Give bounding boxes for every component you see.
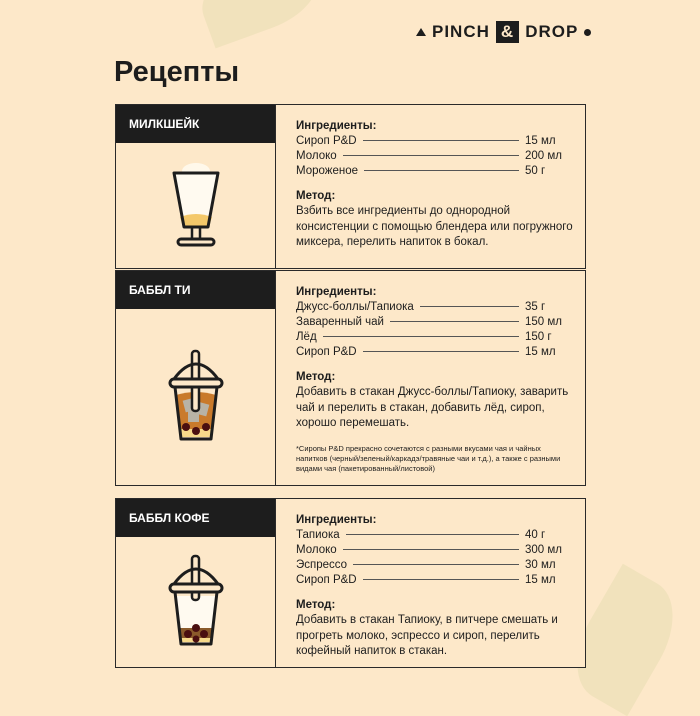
ingredient-qty: 150 мл [525, 316, 562, 328]
ingredient-name: Молоко [296, 544, 337, 556]
recipe-name: БАББЛ КОФЕ [116, 499, 275, 537]
ingredient-qty: 200 мл [525, 150, 562, 162]
milkshake-glass-icon [116, 143, 275, 268]
ingredient-name: Сироп P&D [296, 135, 357, 147]
ingredient-qty: 150 г [525, 331, 552, 343]
leaf-decoration [192, 0, 329, 48]
ingredient-qty: 35 г [525, 301, 546, 313]
ingredient-name: Сироп P&D [296, 574, 357, 586]
method-text: Взбить все ингредиенты до однородной консистенции с помощью блендера или погружного миксера, перелить напиток в бокал. [296, 205, 573, 248]
ingredient-name: Джусс-боллы/Тапиока [296, 301, 414, 313]
ingredient-row [296, 164, 573, 179]
ingredient-row [296, 558, 573, 573]
page-title: Рецепты [114, 56, 240, 88]
ingredient-name: Мороженое [296, 165, 358, 177]
recipe-card-bubble-tea [115, 270, 586, 486]
brand-text-left: PINCH [432, 22, 490, 41]
ingredient-row [296, 134, 573, 149]
ingredient-qty: 15 мл [525, 135, 556, 147]
recipe-name: МИЛКШЕЙК [116, 105, 275, 143]
method-text: Добавить в стакан Джусс-боллы/Тапиоку, заварить чай и перелить в стакан, добавить лёд, сироп, хорошо перемешать. [296, 386, 569, 429]
footnote: *Сиропы P&D прекрасно сочетаются с разными вкусами чая и чайных напитков (черный/зеленый/каркадэ/травяные чаи и т.д.), а также с разными видами чая (пакетированный/листовой) [296, 443, 561, 473]
ingredients-label: Ингредиенты: [296, 514, 377, 526]
brand-ampersand: & [496, 21, 519, 43]
ingredient-qty: 40 г [525, 529, 546, 541]
ingredient-name: Лёд [296, 331, 317, 343]
bubble-tea-cup-icon [116, 309, 275, 485]
ingredient-qty: 300 мл [525, 544, 562, 556]
ingredient-name: Сироп P&D [296, 346, 357, 358]
method-label: Метод: [296, 371, 336, 383]
ingredient-row [296, 345, 573, 360]
ingredient-row [296, 528, 573, 543]
bubble-coffee-cup-icon [116, 537, 275, 667]
ingredient-name: Тапиока [296, 529, 340, 541]
ingredient-row [296, 330, 573, 345]
ingredients-label: Ингредиенты: [296, 120, 377, 132]
method-label: Метод: [296, 599, 336, 611]
ingredient-qty: 30 мл [525, 559, 556, 571]
method-text: Добавить в стакан Тапиоку, в питчере смешать и прогреть молоко, эспрессо и сироп, перелить кофейный напиток в стакан. [296, 614, 558, 657]
ingredient-qty: 15 мл [525, 574, 556, 586]
ingredient-name: Заваренный чай [296, 316, 384, 328]
recipe-name: БАББЛ ТИ [116, 271, 275, 309]
ingredient-row [296, 543, 573, 558]
ingredient-qty: 50 г [525, 165, 546, 177]
ingredient-row [296, 300, 573, 315]
dot-icon [584, 29, 591, 36]
triangle-icon [416, 28, 426, 36]
ingredient-row [296, 149, 573, 164]
ingredients-label: Ингредиенты: [296, 286, 377, 298]
recipe-card-bubble-coffee [115, 498, 586, 668]
ingredient-qty: 15 мл [525, 346, 556, 358]
ingredient-name: Молоко [296, 150, 337, 162]
ingredient-row [296, 315, 573, 330]
recipe-card-milkshake [115, 104, 586, 269]
method-label: Метод: [296, 190, 336, 202]
ingredient-row [296, 573, 573, 588]
ingredient-name: Эспрессо [296, 559, 348, 571]
brand-text-right: DROP [525, 22, 579, 41]
brand-logo [416, 21, 591, 43]
